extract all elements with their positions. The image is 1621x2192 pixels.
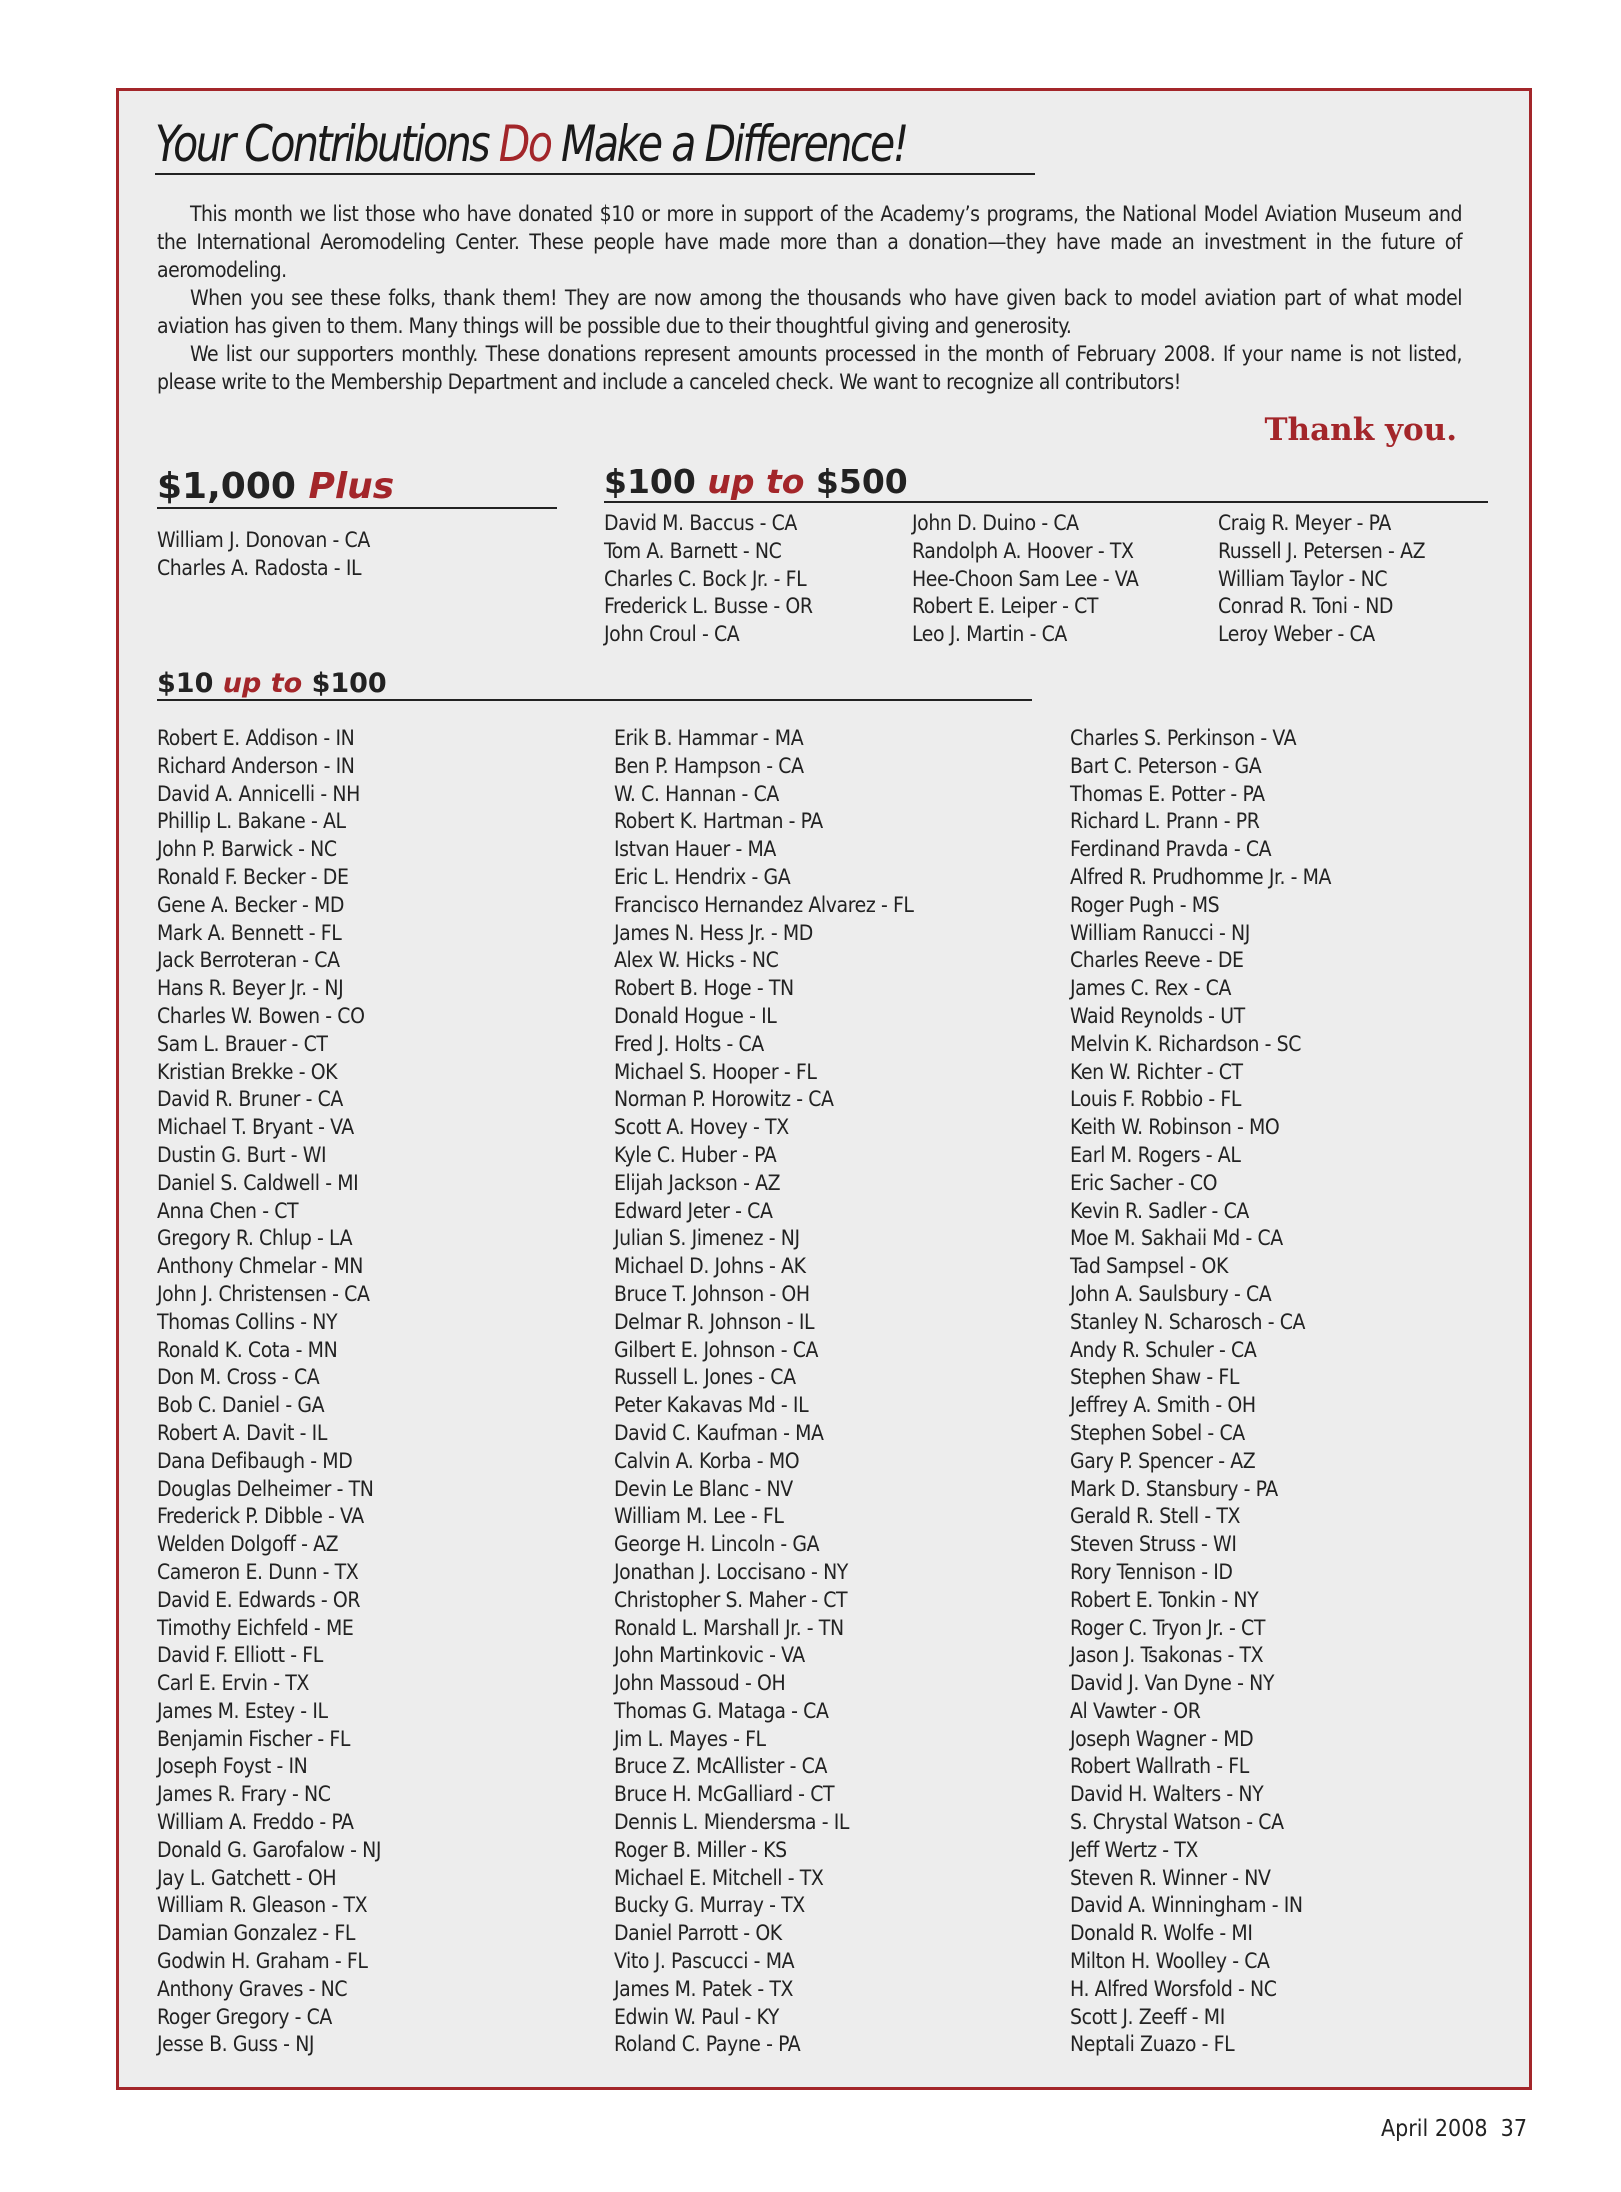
donor-name: John Croul - CA <box>604 622 740 647</box>
donor-name: George H. Lincoln - GA <box>614 1532 820 1557</box>
donor-name: Robert B. Hoge - TN <box>614 976 794 1001</box>
page-number: 37 <box>1500 2116 1527 2142</box>
donor-name: Ronald F. Becker - DE <box>157 864 349 889</box>
donor-name: David F. Elliott - FL <box>157 1643 323 1668</box>
intro-paragraph: When you see these folks, thank them! They are now among the thousands who have given back to model aviation part of what model aviation has given to them. Many things will be possible due to their thoughtful giving and generosity. <box>157 286 1462 338</box>
intro-text <box>157 200 1462 396</box>
donor-name: James M. Patek - TX <box>614 1976 794 2001</box>
donor-name: Daniel S. Caldwell - MI <box>157 1170 359 1195</box>
donor-name: Jack Berroteran - CA <box>157 948 340 973</box>
donor-name: Godwin H. Graham - FL <box>157 1949 368 1974</box>
donor-name: Kristian Brekke - OK <box>157 1059 338 1084</box>
donor-name: John Martinkovic - VA <box>614 1643 805 1668</box>
donor-name: James C. Rex - CA <box>1070 976 1231 1001</box>
page-footer <box>1381 2116 1527 2142</box>
donor-name: Hee-Choon Sam Lee - VA <box>912 566 1139 591</box>
donor-name: Joseph Foyst - IN <box>157 1754 308 1779</box>
donor-name: Welden Dolgoff - AZ <box>157 1532 339 1557</box>
donor-name: Kyle C. Huber - PA <box>614 1142 777 1167</box>
donor-name: Phillip L. Bakane - AL <box>157 809 346 834</box>
donor-name: Roger Gregory - CA <box>157 2004 332 2029</box>
donor-name: Frederick P. Dibble - VA <box>157 1504 364 1529</box>
donor-name: Jeffrey A. Smith - OH <box>1070 1393 1256 1418</box>
donor-name: Rory Tennison - ID <box>1070 1559 1233 1584</box>
donor-name: H. Alfred Worsfold - NC <box>1070 1976 1277 2001</box>
donor-name: Hans R. Beyer Jr. - NJ <box>157 976 344 1001</box>
donor-name: Douglas Delheimer - TN <box>157 1476 374 1501</box>
title-part: Make a Difference! <box>550 115 907 173</box>
donor-name: Jim L. Mayes - FL <box>614 1726 766 1751</box>
title-part: Your Contributions <box>155 115 499 173</box>
donor-name: Richard L. Prann - PR <box>1070 809 1260 834</box>
donor-name: Andy R. Schuler - CA <box>1070 1337 1257 1362</box>
donor-name: Roland C. Payne - PA <box>614 2032 801 2057</box>
heading-amount: $100 <box>302 668 387 699</box>
donor-name: Timothy Eichfeld - ME <box>157 1615 354 1640</box>
donor-name: James N. Hess Jr. - MD <box>614 920 813 945</box>
donor-name: Tad Sampsel - OK <box>1070 1254 1229 1279</box>
heading-accent: up to <box>707 462 805 501</box>
list-10-100-col2 <box>614 725 914 2059</box>
heading-amount: $10 <box>157 668 223 699</box>
donor-name: Mark D. Stansbury - PA <box>1070 1476 1278 1501</box>
donor-name: Robert Wallrath - FL <box>1070 1754 1249 1779</box>
donor-name: Dennis L. Miendersma - IL <box>614 1810 850 1835</box>
donor-name: Roger C. Tryon Jr. - CT <box>1070 1615 1265 1640</box>
donor-name: Daniel Parrott - OK <box>614 1921 782 1946</box>
donor-name: Dana Defibaugh - MD <box>157 1448 353 1473</box>
donor-name: John J. Christensen - CA <box>157 1281 370 1306</box>
donor-name: Roger Pugh - MS <box>1070 892 1220 917</box>
donor-name: Kevin R. Sadler - CA <box>1070 1198 1249 1223</box>
donor-name: Anna Chen - CT <box>157 1198 299 1223</box>
donor-name: Donald R. Wolfe - MI <box>1070 1921 1253 1946</box>
list-100-500-col2 <box>912 510 1138 649</box>
donor-name: Devin Le Blanc - NV <box>614 1476 793 1501</box>
donor-name: Leo J. Martin - CA <box>912 622 1067 647</box>
donor-name: David M. Baccus - CA <box>604 511 797 535</box>
donor-name: Ronald K. Cota - MN <box>157 1337 338 1362</box>
donor-name: Delmar R. Johnson - IL <box>614 1309 815 1334</box>
section-heading-10-100 <box>157 668 1032 701</box>
donor-name: Fred J. Holts - CA <box>614 1031 764 1056</box>
donor-name: Russell J. Petersen - AZ <box>1218 538 1426 563</box>
list-100-500-col3 <box>1218 510 1425 649</box>
donor-name: Frederick L. Busse - OR <box>604 594 813 619</box>
donor-name: Ronald L. Marshall Jr. - TN <box>614 1615 844 1640</box>
heading-amount: $1,000 <box>157 466 309 507</box>
donor-name: Dustin G. Burt - WI <box>157 1142 327 1167</box>
footer-issue: April 2008 <box>1381 2116 1488 2142</box>
donor-name: Alex W. Hicks - NC <box>614 948 779 973</box>
donor-name: Jesse B. Guss - NJ <box>157 2032 315 2057</box>
donor-name: Sam L. Brauer - CT <box>157 1031 328 1056</box>
heading-amount: $100 <box>604 462 708 501</box>
donor-name: Peter Kakavas Md - IL <box>614 1393 809 1418</box>
donor-name: Craig R. Meyer - PA <box>1218 511 1391 535</box>
donor-name: Anthony Chmelar - MN <box>157 1254 364 1279</box>
donor-name: William J. Donovan - CA <box>157 528 370 552</box>
donor-name: Thomas G. Mataga - CA <box>614 1698 829 1723</box>
donor-name: Milton H. Woolley - CA <box>1070 1949 1270 1974</box>
donor-name: Anthony Graves - NC <box>157 1976 348 2001</box>
donor-name: William A. Freddo - PA <box>157 1810 354 1835</box>
donor-name: John Massoud - OH <box>614 1671 786 1696</box>
donor-name: John D. Duino - CA <box>912 511 1079 535</box>
donor-name: Jeff Wertz - TX <box>1070 1837 1198 1862</box>
donor-name: Jay L. Gatchett - OH <box>157 1865 337 1890</box>
donor-name: Scott A. Hovey - TX <box>614 1115 789 1140</box>
donor-name: Christopher S. Maher - CT <box>614 1587 848 1612</box>
donor-name: Robert E. Tonkin - NY <box>1070 1587 1259 1612</box>
donor-name: Gregory R. Chlup - LA <box>157 1226 353 1251</box>
list-100-500-col1 <box>604 510 813 649</box>
donor-name: Roger B. Miller - KS <box>614 1837 787 1862</box>
donor-name: Joseph Wagner - MD <box>1070 1726 1254 1751</box>
donor-name: David R. Bruner - CA <box>157 1087 343 1112</box>
donor-name: Michael D. Johns - AK <box>614 1254 806 1279</box>
donor-name: Norman P. Horowitz - CA <box>614 1087 834 1112</box>
donor-name: Bob C. Daniel - GA <box>157 1393 325 1418</box>
donor-name: Charles Reeve - DE <box>1070 948 1244 973</box>
donor-name: Bruce H. McGalliard - CT <box>614 1782 835 1807</box>
donor-name: Stanley N. Scharosch - CA <box>1070 1309 1306 1334</box>
donor-name: Cameron E. Dunn - TX <box>157 1559 359 1584</box>
donor-name: Tom A. Barnett - NC <box>604 538 782 563</box>
donor-name: Ferdinand Pravda - CA <box>1070 837 1272 862</box>
intro-paragraph: This month we list those who have donated $10 or more in support of the Academy’s programs, the National Model Aviation Museum and the International Aeromodeling Center. These people have made more than a donation—they have made an investment in the future of aeromodeling. <box>157 202 1462 282</box>
donor-name: Robert E. Addison - IN <box>157 726 355 750</box>
donor-name: Gilbert E. Johnson - CA <box>614 1337 819 1362</box>
donor-name: David C. Kaufman - MA <box>614 1420 824 1445</box>
donor-name: James M. Estey - IL <box>157 1698 328 1723</box>
title-accent: Do <box>498 115 551 173</box>
donor-name: Gerald R. Stell - TX <box>1070 1504 1241 1529</box>
donor-name: David A. Annicelli - NH <box>157 781 360 806</box>
donor-name: Thomas E. Potter - PA <box>1070 781 1265 806</box>
donor-name: Bucky G. Murray - TX <box>614 1893 805 1918</box>
thank-you: Thank you. <box>1264 412 1457 448</box>
page-title <box>155 115 907 173</box>
donor-name: Robert K. Hartman - PA <box>614 809 823 834</box>
donor-name: Istvan Hauer - MA <box>614 837 776 862</box>
donor-name: Charles C. Bock Jr. - FL <box>604 566 807 591</box>
donor-name: William Taylor - NC <box>1218 566 1388 591</box>
donor-name: Thomas Collins - NY <box>157 1309 338 1334</box>
donor-name: Waid Reynolds - UT <box>1070 1003 1245 1028</box>
donor-name: W. C. Hannan - CA <box>614 781 779 806</box>
donor-name: Keith W. Robinson - MO <box>1070 1115 1280 1140</box>
list-10-100-col3 <box>1070 725 1331 2059</box>
donor-name: William M. Lee - FL <box>614 1504 784 1529</box>
donor-name: Francisco Hernandez Alvarez - FL <box>614 892 914 917</box>
donor-name: Melvin K. Richardson - SC <box>1070 1031 1302 1056</box>
section-heading-1000-plus <box>157 466 557 509</box>
donor-name: Damian Gonzalez - FL <box>157 1921 356 1946</box>
donor-name: David H. Walters - NY <box>1070 1782 1264 1807</box>
donor-name: Stephen Shaw - FL <box>1070 1365 1240 1390</box>
donor-name: Charles S. Perkinson - VA <box>1070 726 1297 750</box>
donor-name: Ken W. Richter - CT <box>1070 1059 1243 1084</box>
donor-name: Michael S. Hooper - FL <box>614 1059 817 1084</box>
donor-name: John P. Barwick - NC <box>157 837 337 862</box>
donor-name: Bruce T. Johnson - OH <box>614 1281 810 1306</box>
donor-name: Neptali Zuazo - FL <box>1070 2032 1235 2057</box>
heading-amount: $500 <box>804 462 908 501</box>
donor-name: Don M. Cross - CA <box>157 1365 320 1390</box>
title-underline <box>155 173 1035 175</box>
heading-accent: Plus <box>308 466 395 507</box>
donor-name: Louis F. Robbio - FL <box>1070 1087 1242 1112</box>
donor-name: Eric Sacher - CO <box>1070 1170 1218 1195</box>
donor-name: S. Chrystal Watson - CA <box>1070 1810 1284 1835</box>
list-1000-plus <box>157 527 370 583</box>
donor-name: James R. Frary - NC <box>157 1782 331 1807</box>
donor-name: Edwin W. Paul - KY <box>614 2004 779 2029</box>
donor-name: Jonathan J. Loccisano - NY <box>614 1559 848 1584</box>
donor-name: Richard Anderson - IN <box>157 753 355 778</box>
donor-name: Michael T. Bryant - VA <box>157 1115 354 1140</box>
donor-name: Benjamin Fischer - FL <box>157 1726 351 1751</box>
donor-name: Alfred R. Prudhomme Jr. - MA <box>1070 864 1332 889</box>
donor-name: Jason J. Tsakonas - TX <box>1070 1643 1264 1668</box>
list-10-100-col1 <box>157 725 381 2059</box>
donor-name: Moe M. Sakhaii Md - CA <box>1070 1226 1283 1251</box>
donor-name: Al Vawter - OR <box>1070 1698 1201 1723</box>
heading-accent: up to <box>222 668 303 699</box>
donor-name: Robert E. Leiper - CT <box>912 594 1099 619</box>
donor-name: Michael E. Mitchell - TX <box>614 1865 824 1890</box>
donor-name: Bruce Z. McAllister - CA <box>614 1754 827 1779</box>
donor-name: William Ranucci - NJ <box>1070 920 1250 945</box>
donor-name: Robert A. Davit - IL <box>157 1420 327 1445</box>
donor-name: David J. Van Dyne - NY <box>1070 1671 1274 1696</box>
section-heading-100-500 <box>604 462 1488 503</box>
donor-name: Vito J. Pascucci - MA <box>614 1949 795 1974</box>
donor-name: Erik B. Hammar - MA <box>614 726 804 750</box>
donor-name: Bart C. Peterson - GA <box>1070 753 1262 778</box>
donor-name: Donald G. Garofalow - NJ <box>157 1837 382 1862</box>
donor-name: Edward Jeter - CA <box>614 1198 773 1223</box>
donor-name: Leroy Weber - CA <box>1218 622 1375 647</box>
donor-name: Mark A. Bennett - FL <box>157 920 342 945</box>
donor-name: Ben P. Hampson - CA <box>614 753 804 778</box>
donor-name: Carl E. Ervin - TX <box>157 1671 309 1696</box>
donor-name: Scott J. Zeeff - MI <box>1070 2004 1225 2029</box>
donor-name: Gary P. Spencer - AZ <box>1070 1448 1256 1473</box>
donor-name: Earl M. Rogers - AL <box>1070 1142 1241 1167</box>
donor-name: Julian S. Jimenez - NJ <box>614 1226 800 1251</box>
donor-name: Stephen Sobel - CA <box>1070 1420 1245 1445</box>
donor-name: Charles W. Bowen - CO <box>157 1003 365 1028</box>
donor-name: Randolph A. Hoover - TX <box>912 538 1134 563</box>
donor-name: Charles A. Radosta - IL <box>157 555 362 580</box>
donor-name: Gene A. Becker - MD <box>157 892 345 917</box>
donor-name: Steven Struss - WI <box>1070 1532 1237 1557</box>
donor-name: Calvin A. Korba - MO <box>614 1448 800 1473</box>
donor-name: David A. Winningham - IN <box>1070 1893 1303 1918</box>
donor-name: Elijah Jackson - AZ <box>614 1170 781 1195</box>
intro-paragraph: We list our supporters monthly. These donations represent amounts processed in the month of February 2008. If your name is not listed, please write to the Membership Department and include a canceled check. We want to recognize all contributors! <box>157 342 1462 394</box>
donor-name: Steven R. Winner - NV <box>1070 1865 1271 1890</box>
donor-name: David E. Edwards - OR <box>157 1587 361 1612</box>
donor-name: William R. Gleason - TX <box>157 1893 368 1918</box>
donor-name: Eric L. Hendrix - GA <box>614 864 791 889</box>
donor-name: Russell L. Jones - CA <box>614 1365 796 1390</box>
donor-name: Donald Hogue - IL <box>614 1003 777 1028</box>
donor-name: John A. Saulsbury - CA <box>1070 1281 1272 1306</box>
donor-name: Conrad R. Toni - ND <box>1218 594 1394 619</box>
